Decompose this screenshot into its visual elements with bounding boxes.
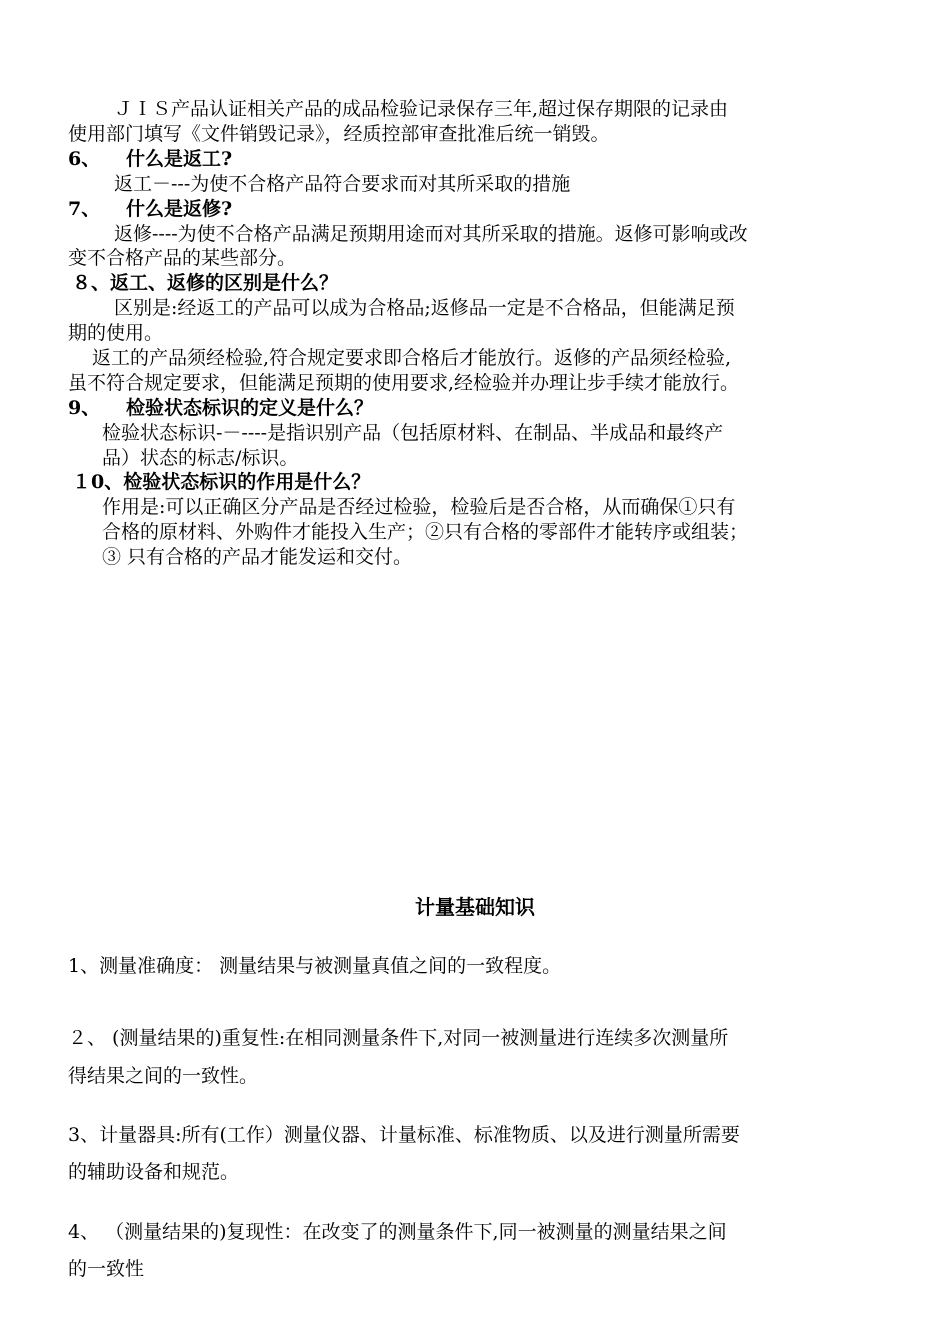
question-7-answer-line-2: 变不合格产品的某些部分。 [68,247,297,269]
question-10-answer-line-3: ③ 只有合格的产品才能发运和交付。 [102,546,413,568]
question-8-answer-line-4: 虽不符合规定要求，但能满足预期的使用要求,经检验并办理让步手续才能放行。 [68,372,740,394]
question-10-answer-line-2: 合格的原材料、外购件才能投入生产；②只有合格的零部件才能转序或组装； [102,521,749,543]
question-10-heading: １0、检验状态标识的作用是什么？ [72,471,371,493]
measurement-item-4-line-2: 的一致性 [68,1258,145,1280]
question-6-heading [68,147,232,171]
question-9-number: 9、 [68,397,101,419]
question-7-heading [68,197,232,221]
question-9-title: 检验状态标识的定义是什么？ [126,397,374,419]
question-6-title: 什么是返工? [126,148,233,170]
question-6-answer: 返工－---为使不合格产品符合要求而对其所采取的措施 [114,173,571,195]
measurement-item-3-line-1: 3、计量器具:所有(工作）测量仪器、计量标准、标准物质、以及进行测量所需要 [68,1124,740,1146]
question-7-title: 什么是返修? [126,198,233,220]
measurement-item-2-line-2: 得结果之间的一致性。 [68,1065,259,1087]
question-8-heading: ８、返工、返修的区别是什么？ [72,272,339,294]
question-6-number: 6、 [68,148,101,170]
question-9-answer-line-1: 检验状态标识-－----是指识别产品（包括原材料、在制品、半成品和最终产 [102,422,724,444]
question-8-answer-line-1: 区别是:经返工的产品可以成为合格品;返修品一定是不合格品，但能满足预 [114,297,735,319]
section-title: 计量基础知识 [415,895,535,919]
measurement-item-3-line-2: 的辅助设备和规范。 [68,1161,240,1183]
jis-paragraph-line-2: 使用部门填写《文件销毁记录》，经质控部审查批准后统一销毁。 [68,123,610,145]
measurement-item-1: 1、测量准确度： 测量结果与被测量真值之间的一致程度。 [68,955,562,977]
question-10-answer-line-1: 作用是:可以正确区分产品是否经过检验，检验后是否合格，从而确保①只有 [102,496,736,518]
measurement-item-2-line-1: ２、 (测量结果的)重复性:在相同测量条件下,对同一被测量进行连续多次测量所 [68,1027,729,1049]
measurement-item-4-line-1: 4、 （测量结果的)复现性：在改变了的测量条件下,同一被测量的测量结果之间 [68,1221,727,1243]
question-9-heading [68,396,373,420]
jis-paragraph-line-1: ＪＩＳ产品认证相关产品的成品检验记录保存三年,超过保存期限的记录由 [114,98,729,120]
question-7-number: 7、 [68,198,101,220]
question-8-answer-line-2: 期的使用。 [68,322,164,344]
question-9-answer-line-2: 品）状态的标志/标识。 [102,447,299,469]
question-7-answer-line-1: 返修----为使不合格产品满足预期用途而对其所采取的措施。返修可影响或改 [114,223,748,245]
question-8-answer-line-3: 返工的产品须经检验,符合规定要求即合格后才能放行。返修的产品须经检验, [92,347,732,369]
